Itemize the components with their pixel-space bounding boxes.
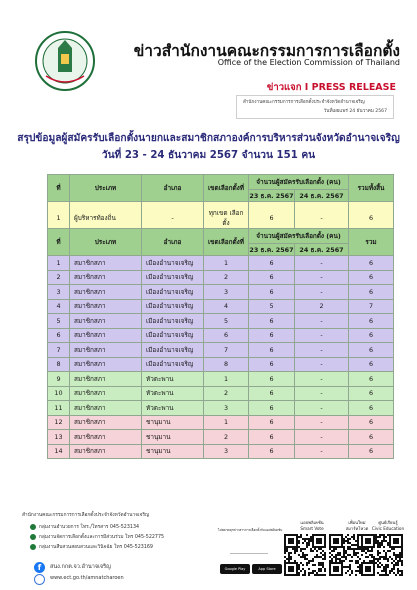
- cell-type: สมาชิกสภา: [70, 415, 142, 430]
- table-row: [48, 386, 394, 401]
- cell-day1: 5: [249, 299, 295, 314]
- cell-day2: -: [295, 386, 349, 401]
- col-header-no: ที่: [48, 175, 70, 202]
- cell-type: สมาชิกสภา: [70, 372, 142, 387]
- table-row: [48, 256, 394, 271]
- cell-district: เมืองอำนาจเจริญ: [142, 285, 204, 300]
- cell-no: 4: [48, 299, 70, 314]
- cell-district: หัวตะพาน: [142, 401, 204, 416]
- phone-icon: [30, 544, 36, 550]
- cell-day1: 6: [249, 444, 295, 459]
- cell-district: เมืองอำนาจเจริญ: [142, 328, 204, 343]
- cell-type: สมาชิกสภา: [70, 357, 142, 372]
- cell-district: เมืองอำนาจเจริญ: [142, 343, 204, 358]
- cell-no: 3: [48, 285, 70, 300]
- globe-icon: [34, 574, 45, 585]
- qr-civic-education: [361, 520, 415, 580]
- cell-district: ชานุมาน: [142, 430, 204, 445]
- cell-day2: 2: [295, 299, 349, 314]
- col-header-applicants: จำนวนผู้สมัครรับเลือกตั้ง (คน): [249, 175, 349, 190]
- cell-type: สมาชิกสภา: [70, 343, 142, 358]
- table-row: [48, 285, 394, 300]
- cell-day2: -: [295, 372, 349, 387]
- table-row: [48, 415, 394, 430]
- cell-total: 6: [349, 444, 394, 459]
- cell-zone: 3: [204, 444, 249, 459]
- footer-org: สำนักงานคณะกรรมการการเลือกตั้งประจำจังหวัดอำนาจเจริญ: [22, 513, 150, 518]
- cell-day1: 6: [249, 202, 295, 235]
- cell-no: 9: [48, 372, 70, 387]
- election-commission-seal-logo: [34, 30, 96, 92]
- cell-total: 6: [349, 328, 394, 343]
- col-header-day1: 23 ธ.ค. 2567: [249, 245, 294, 254]
- cell-district: เมืองอำนาจเจริญ: [142, 270, 204, 285]
- cell-district: ชานุมาน: [142, 444, 204, 459]
- cell-day1: 6: [249, 256, 295, 271]
- cell-total: 6: [349, 270, 394, 285]
- org-name-english: Office of the Election Commission of Thailand: [217, 58, 400, 67]
- cell-total: 6: [349, 401, 394, 416]
- cell-zone: 2: [204, 430, 249, 445]
- cell-district: เมืองอำนาจเจริญ: [142, 299, 204, 314]
- contact-admin: [30, 523, 212, 533]
- org-name-thai: ข่าวสำนักงานคณะกรรมการการเลือกตั้ง: [133, 42, 400, 60]
- table-row: [48, 430, 394, 445]
- cell-day2: -: [295, 415, 349, 430]
- cell-zone: 8: [204, 357, 249, 372]
- cell-zone: 6: [204, 328, 249, 343]
- council-table-body: [48, 256, 394, 459]
- cell-no: 14: [48, 444, 70, 459]
- cell-district: หัวตะพาน: [142, 372, 204, 387]
- qr-label-en: Smart Vote: [300, 526, 324, 531]
- cell-total: 6: [349, 256, 394, 271]
- cell-total: 6: [349, 386, 394, 401]
- executive-applicants-table: [47, 174, 394, 235]
- app-caption: ไม่พลาดทุกข่าวสารการเลือกตั้งกับแอปพลิเคชัน: [218, 528, 283, 532]
- cell-day2: -: [295, 444, 349, 459]
- cell-no: 10: [48, 386, 70, 401]
- cell-day1: 6: [249, 328, 295, 343]
- office-line: สำนักงานคณะกรรมการการเลือกตั้งประจำจังหวัดอำนาจเจริญ: [243, 100, 365, 105]
- table-row: [48, 270, 394, 285]
- qr-label-th: แอปพลิเคชัน: [300, 520, 324, 525]
- app-store-badge[interactable]: App Store: [252, 564, 282, 574]
- press-release-label: ข่าวแจก I PRESS RELEASE: [266, 82, 396, 93]
- cell-total: 6: [349, 357, 394, 372]
- cell-zone: ทุกเขต เลือกตั้ง: [204, 202, 249, 235]
- contact-text: กลุ่มงานจัดการเลือกตั้งและการมีส่วนร่วม โทร 045-522775: [39, 535, 165, 540]
- cell-zone: 4: [204, 299, 249, 314]
- cell-day1: 6: [249, 372, 295, 387]
- col-header-total: รวมทั้งสิ้น: [349, 175, 394, 202]
- cell-zone: 5: [204, 314, 249, 329]
- cell-type: สมาชิกสภา: [70, 285, 142, 300]
- cell-zone: 1: [204, 372, 249, 387]
- col-header-applicants: จำนวนผู้สมัครรับเลือกตั้ง (คน): [249, 229, 349, 244]
- cell-zone: 2: [204, 270, 249, 285]
- cell-day1: 6: [249, 430, 295, 445]
- cell-type: สมาชิกสภา: [70, 256, 142, 271]
- cell-day2: -: [295, 343, 349, 358]
- col-header-zone: เขตเลือกตั้งที่: [204, 229, 249, 256]
- cell-day2: -: [295, 401, 349, 416]
- cell-no: 5: [48, 314, 70, 329]
- cell-day1: 6: [249, 343, 295, 358]
- cell-day2: -: [295, 270, 349, 285]
- cell-district: เมืองอำนาจเจริญ: [142, 314, 204, 329]
- cell-no: 1: [48, 202, 70, 235]
- cell-no: 13: [48, 430, 70, 445]
- table-row: [48, 343, 394, 358]
- cell-day2: -: [295, 314, 349, 329]
- table-row: [48, 328, 394, 343]
- qr-label-th: ศูนย์เรียนรู้: [378, 520, 398, 525]
- qr-label-th: เพื่อนใหม่: [348, 520, 366, 525]
- cell-day2: -: [295, 430, 349, 445]
- cell-day1: 6: [249, 314, 295, 329]
- cell-day1: 6: [249, 386, 295, 401]
- table-row: [48, 372, 394, 387]
- table-row: [48, 314, 394, 329]
- col-header-district: อำเภอ: [142, 175, 204, 202]
- cell-no: 8: [48, 357, 70, 372]
- cell-day2: -: [295, 357, 349, 372]
- col-header-no: ที่: [48, 229, 70, 256]
- table-row: [48, 299, 394, 314]
- col-header-zone: เขตเลือกตั้งที่: [204, 175, 249, 202]
- cell-day1: 6: [249, 357, 295, 372]
- cell-no: 2: [48, 270, 70, 285]
- table-row: [48, 357, 394, 372]
- cell-total: 6: [349, 415, 394, 430]
- cell-total: 7: [349, 299, 394, 314]
- cell-district: -: [142, 202, 204, 235]
- cell-type: สมาชิกสภา: [70, 386, 142, 401]
- cell-total: 6: [349, 285, 394, 300]
- cell-district: หัวตะพาน: [142, 386, 204, 401]
- cell-day2: -: [295, 328, 349, 343]
- cell-type: สมาชิกสภา: [70, 444, 142, 459]
- facebook-page-name[interactable]: สนง.กกต.จว.อำนาจเจริญ: [50, 564, 111, 570]
- cell-type: สมาชิกสภา: [70, 299, 142, 314]
- app-download-block: [218, 528, 282, 586]
- col-header-district: อำเภอ: [142, 229, 204, 256]
- cell-type: สมาชิกสภา: [70, 270, 142, 285]
- cell-day2: -: [295, 256, 349, 271]
- cell-zone: 7: [204, 343, 249, 358]
- col-header-day1: 23 ธ.ค. 2567: [249, 191, 294, 200]
- contact-election: [30, 533, 212, 543]
- contact-text: กลุ่มงานอำนวยการ โทร./โทรสาร 045-523134: [39, 525, 140, 530]
- qr-label-en: Civic Education: [371, 526, 405, 531]
- table-row: [48, 401, 394, 416]
- cell-zone: 1: [204, 256, 249, 271]
- table-row: [48, 444, 394, 459]
- qr-code-icon[interactable]: [361, 534, 403, 576]
- google-play-badge[interactable]: Google Play: [220, 564, 250, 574]
- qr-label-en: สมาร์ทโหวต: [345, 526, 369, 531]
- cell-zone: 2: [204, 386, 249, 401]
- release-info-box: [236, 95, 394, 119]
- contact-investigation: [30, 543, 212, 553]
- col-header-day2: 24 ธ.ค. 2567: [295, 244, 349, 256]
- cell-district: เมืองอำนาจเจริญ: [142, 256, 204, 271]
- phone-icon: [30, 524, 36, 530]
- release-date: วันที่เผยแพร่ 24 ธันวาคม 2567: [323, 109, 387, 114]
- cell-no: 11: [48, 401, 70, 416]
- cell-day2: -: [295, 285, 349, 300]
- cell-day1: 6: [249, 401, 295, 416]
- col-header-type: ประเภท: [70, 175, 142, 202]
- cell-total: 6: [349, 430, 394, 445]
- cell-total: 6: [349, 343, 394, 358]
- facebook-icon[interactable]: f: [34, 562, 45, 573]
- cell-no: 12: [48, 415, 70, 430]
- col-header-total: รวม: [349, 229, 394, 256]
- cell-total: 6: [349, 372, 394, 387]
- document-title: สรุปข้อมูลผู้สมัครรับเลือกตั้งนายกและสมาชิกสภาองค์การบริหารส่วนจังหวัดอำนาจเจริญ: [17, 133, 400, 144]
- col-header-day2: 24 ธ.ค. 2567: [295, 190, 349, 202]
- col-header-type: ประเภท: [70, 229, 142, 256]
- cell-district: ชานุมาน: [142, 415, 204, 430]
- cell-zone: 3: [204, 285, 249, 300]
- website-url[interactable]: www.ect.go.th/amnatcharoen: [50, 575, 124, 581]
- cell-day2: -: [295, 202, 349, 235]
- cell-type: สมาชิกสภา: [70, 314, 142, 329]
- qr-code-icon[interactable]: [284, 534, 326, 576]
- cell-no: 7: [48, 343, 70, 358]
- cell-no: 6: [48, 328, 70, 343]
- cell-district: เมืองอำนาจเจริญ: [142, 357, 204, 372]
- contact-text: กลุ่มงานสืบสวนสอบสวนและวินิจฉัย โทร 045-523169: [39, 545, 153, 550]
- footer-contacts: [22, 511, 212, 553]
- cell-day1: 6: [249, 270, 295, 285]
- cell-type: สมาชิกสภา: [70, 401, 142, 416]
- document-subtitle: วันที่ 23 - 24 ธันวาคม 2567 จำนวน 151 คน: [101, 150, 316, 161]
- cell-total: 6: [349, 314, 394, 329]
- header: [0, 0, 417, 86]
- cell-zone: 1: [204, 415, 249, 430]
- cell-type: สมาชิกสภา: [70, 328, 142, 343]
- council-applicants-table: [47, 228, 394, 459]
- cell-type: ผู้บริหารท้องถิ่น: [70, 202, 142, 235]
- cell-zone: 3: [204, 401, 249, 416]
- cell-no: 1: [48, 256, 70, 271]
- cell-type: สมาชิกสภา: [70, 430, 142, 445]
- phone-icon: [30, 534, 36, 540]
- cell-day1: 6: [249, 285, 295, 300]
- cell-total: 6: [349, 202, 394, 235]
- search-field-graphic: [230, 546, 268, 554]
- cell-day1: 6: [249, 415, 295, 430]
